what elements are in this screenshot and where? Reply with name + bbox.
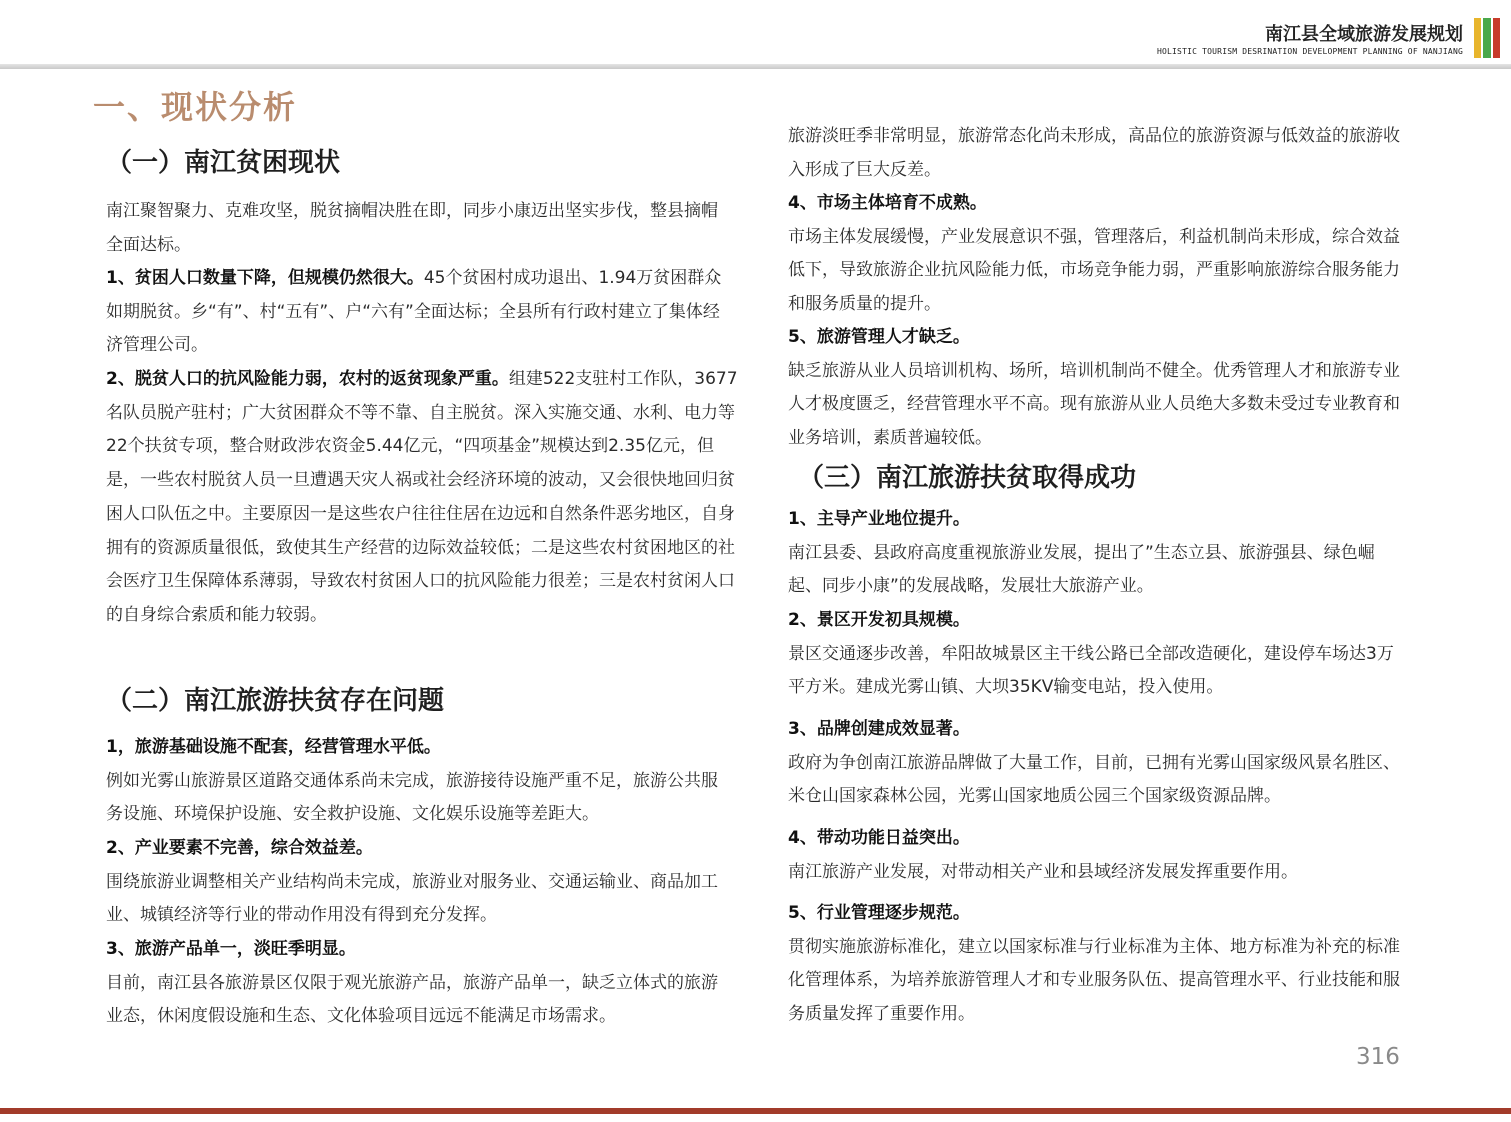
item-text: 例如光雾山旅游景区道路交通体系尚未完成，旅游接待设施严重不足，旅游公共服务设施、环境保护设施、安全救护设施、文化娱乐设施等差距大。	[106, 770, 718, 825]
item-heading: 2、产业要素不完善，综合效益差。	[106, 838, 373, 858]
item-text: 南江旅游产业发展，对带动相关产业和县域经济发展发挥重要作用。	[788, 861, 1298, 882]
section-title-successes: （三）南江旅游扶贫取得成功	[798, 463, 1137, 493]
success-item-5	[788, 897, 1408, 1032]
item-heading: 4、带动功能日益突出。	[788, 828, 970, 848]
item-heading: 2、景区开发初具规模。	[788, 610, 970, 630]
point-text: 组建522支驻村工作队，3677名队员脱产驻村；广大贫困群众不等不靠、自主脱贫。深入实施交通、水利、电力等22个扶贫专项，整合财政涉农资金5.44亿元，“四项基金”规模达到2.35亿元，但是，一些农村脱贫人员一旦遭遇天灾人祸或社会经济环境的波动，又会很快地回归贫困人口队伍之中。主要原因一是这些农户往往住居在边远和自然条件恶劣地区，自身拥有的资源质量很低，致使其生产经营的边际效益较低；二是这些农村贫困地区的社会医疗卫生保障体系薄弱，导致农村贫困人口的抗风险能力很差；三是农村贫闲人口的自身综合索质和能力较弱。	[106, 369, 738, 625]
success-item-4	[788, 822, 1408, 889]
problem-item-3	[106, 933, 731, 1034]
color-bar-red	[1493, 18, 1500, 58]
problem-item-3-continued	[788, 120, 1408, 187]
problem-item-5	[788, 321, 1408, 456]
item-text: 目前，南江县各旅游景区仅限于观光旅游产品，旅游产品单一，缺乏立体式的旅游业态，休闲度假设施和生态、文化体验项目远远不能满足市场需求。	[106, 972, 718, 1027]
success-item-1	[788, 503, 1408, 604]
item-heading: 1、主导产业地位提升。	[788, 509, 970, 529]
item-text: 贯彻实施旅游标准化，建立以国家标准与行业标准为主体、地方标准为补充的标准化管理体系，为培养旅游管理人才和专业服务队伍、提高管理水平、行业技能和服务质量发挥了重要作用。	[788, 936, 1400, 1025]
problem-item-1	[106, 731, 731, 832]
footer-divider	[0, 1108, 1511, 1114]
item-heading: 3、旅游产品单一，淡旺季明显。	[106, 939, 356, 959]
header-title: 南江县全域旅游发展规划	[1265, 24, 1463, 45]
color-bar-green	[1483, 18, 1491, 58]
intro-text: 南江聚智聚力、克难攻坚，脱贫摘帽决胜在即，同步小康迈出坚实步伐，整县摘帽全面达标。	[106, 201, 718, 255]
point-text: 45个贫困村成功退出、1.94万贫困群众如期脱贫。乡“有”、村“五有”、户“六有”全面达标；全县所有行政村建立了集体经济管理公司。	[106, 268, 722, 356]
header-subtitle: HOLISTIC TOURISM DESRINATION DEVELOPMENT PLANNING OF NANJIANG	[1156, 47, 1463, 56]
item-heading: 5、行业管理逐步规范。	[788, 903, 970, 923]
item-text: 围绕旅游业调整相关产业结构尚未完成，旅游业对服务业、交通运输业、商品加工业、城镇经济等行业的带动作用没有得到充分发挥。	[106, 871, 718, 926]
poverty-point-1	[106, 262, 731, 363]
section-title-poverty-status: （一）南江贫困现状	[106, 148, 341, 178]
item-text: 景区交通逐步改善，牟阳故城景区主干线公路已全部改造硬化，建设停车场达3万平方米。建成光雾山镇、大坝35KV输变电站，投入使用。	[788, 643, 1394, 698]
point-heading: 2、脱贫人口的抗风险能力弱，农村的返贫现象严重。	[106, 369, 509, 389]
page-header	[0, 0, 1511, 72]
item-text: 旅游淡旺季非常明显，旅游常态化尚未形成，高品位的旅游资源与低效益的旅游收入形成了巨大反差。	[788, 126, 1400, 180]
item-heading: 5、旅游管理人才缺乏。	[788, 327, 970, 347]
item-heading: 3、品牌创建成效显著。	[788, 719, 970, 739]
success-item-2	[788, 604, 1408, 705]
item-heading: 4、市场主体培育不成熟。	[788, 193, 987, 213]
problem-item-2	[106, 832, 731, 933]
item-text: 南江县委、县政府高度重视旅游业发展，提出了”生态立县、旅游强县、绿色崛起、同步小康”的发展战略，发展壮大旅游产业。	[788, 542, 1375, 597]
header-divider	[0, 64, 1511, 69]
item-heading: 1，旅游基础设施不配套，经营管理水平低。	[106, 737, 441, 757]
poverty-point-2	[106, 363, 738, 633]
item-text: 缺乏旅游从业人员培训机构、场所，培训机制尚不健全。优秀管理人才和旅游专业人才极度匮乏，经营管理水平不高。现有旅游从业人员绝大多数未受过专业教育和业务培训，素质普遍较低。	[788, 360, 1400, 449]
main-heading: 一、现状分析	[93, 88, 298, 126]
section-intro	[106, 195, 731, 262]
item-text: 政府为争创南江旅游品牌做了大量工作，目前，已拥有光雾山国家级风景名胜区、米仓山国家森林公园，光雾山国家地质公园三个国家级资源品牌。	[788, 752, 1400, 807]
brand-color-bars	[1474, 18, 1504, 58]
item-text: 市场主体发展缓慢，产业发展意识不强，管理落后，利益机制尚未形成，综合效益低下，导致旅游企业抗风险能力低，市场竞争能力弱，严重影响旅游综合服务能力和服务质量的提升。	[788, 226, 1400, 315]
section-title-problems: （二）南江旅游扶贫存在问题	[106, 686, 445, 716]
success-item-3	[788, 713, 1408, 814]
point-heading: 1、贫困人口数量下降，但规模仍然很大。	[106, 268, 424, 288]
page-number: 316	[1356, 1044, 1400, 1070]
color-bar-yellow	[1474, 18, 1481, 58]
problem-item-4	[788, 187, 1408, 322]
